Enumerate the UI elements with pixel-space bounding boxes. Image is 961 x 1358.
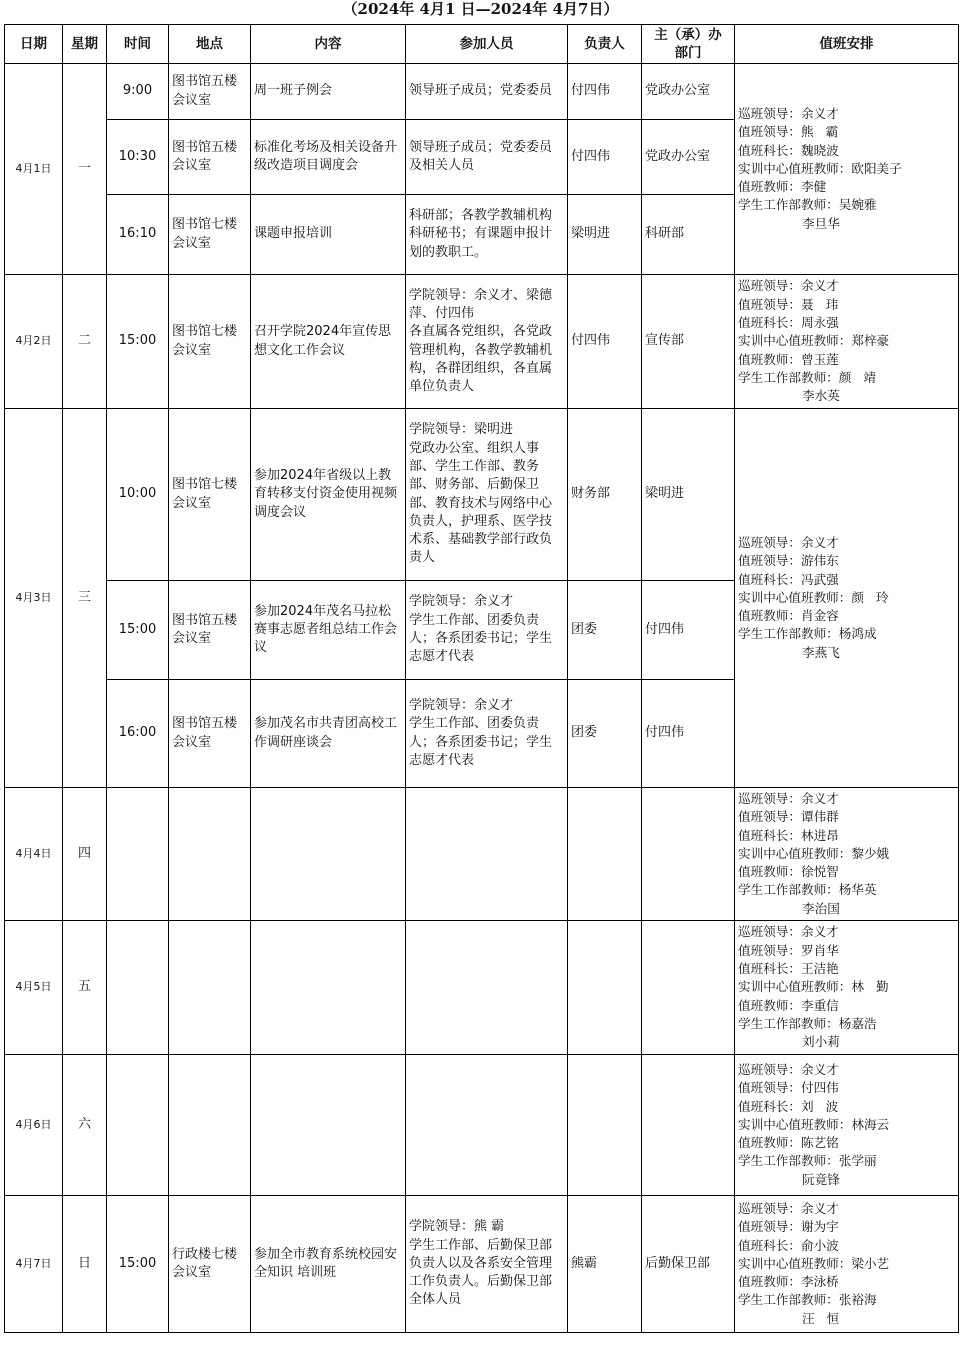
table-row <box>5 1055 959 1196</box>
content-cell: 参加全市教育系统校园安全知识 培训班 <box>251 1196 406 1333</box>
header-content: 内容 <box>251 25 406 64</box>
place-cell: 图书馆五楼会议室 <box>169 64 251 120</box>
leader-cell: 团委 <box>568 581 642 680</box>
participants-cell: 学院领导：梁明进 党政办公室、组织人事部、学生工作部、教务部、财务部、后勤保卫部、教育技术与网络中心负责人，护理系、医学技术系、基础教学部行政负责人 <box>406 409 568 581</box>
header-duty: 值班安排 <box>735 25 959 64</box>
weekday-cell: 日 <box>63 1196 107 1333</box>
content-cell: 参加茂名市共青团高校工作调研座谈会 <box>251 680 406 788</box>
leader-cell: 梁明进 <box>568 195 642 275</box>
date-cell: 4月3日 <box>5 409 63 788</box>
date-cell: 4月1日 <box>5 64 63 275</box>
dept-cell: 党政办公室 <box>642 120 735 195</box>
dept-cell: 宣传部 <box>642 275 735 409</box>
leader-cell <box>568 1055 642 1196</box>
duty-cell: 巡班领导：余义才 值班领导：熊 霸 值班科长：魏晓波 实训中心值班教师：欧阳美子 值班教师：李健 学生工作部教师：吴婉雅 李旦华 <box>735 64 959 275</box>
place-cell <box>169 921 251 1055</box>
table-row <box>5 921 959 1055</box>
time-cell: 10:30 <box>107 120 169 195</box>
place-cell <box>169 1055 251 1196</box>
place-cell: 图书馆七楼会议室 <box>169 275 251 409</box>
leader-cell: 付四伟 <box>568 64 642 120</box>
table-row <box>5 275 959 409</box>
header-row <box>5 25 959 64</box>
content-cell: 周一班子例会 <box>251 64 406 120</box>
table-row <box>5 409 959 581</box>
duty-cell: 巡班领导：余义才 值班领导：聂 玮 值班科长：周永强 实训中心值班教师：郑梓豪 值班教师：曾玉莲 学生工作部教师：颜 靖 李水英 <box>735 275 959 409</box>
dept-cell <box>642 788 735 921</box>
table-row <box>5 64 959 120</box>
header-week: 星期 <box>63 25 107 64</box>
time-cell: 15:00 <box>107 581 169 680</box>
time-cell <box>107 1055 169 1196</box>
place-cell: 图书馆七楼会议室 <box>169 195 251 275</box>
participants-cell: 学院领导：熊 霸 学生工作部、后勤保卫部负责人以及各系安全管理工作负责人。后勤保卫部全体人员 <box>406 1196 568 1333</box>
content-cell: 召开学院2024年宣传思想文化工作会议 <box>251 275 406 409</box>
date-cell: 4月2日 <box>5 275 63 409</box>
weekday-cell: 三 <box>63 409 107 788</box>
table-row <box>5 1196 959 1333</box>
duty-cell: 巡班领导：余义才 值班领导：付四伟 值班科长：刘 波 实训中心值班教师：林海云 值班教师：陈艺铭 学生工作部教师：张学丽 阮竟锋 <box>735 1055 959 1196</box>
time-cell: 16:10 <box>107 195 169 275</box>
place-cell: 图书馆五楼会议室 <box>169 680 251 788</box>
content-cell: 参加2024年茂名马拉松赛事志愿者组总结工作会议 <box>251 581 406 680</box>
time-cell: 16:00 <box>107 680 169 788</box>
time-cell <box>107 788 169 921</box>
time-cell: 15:00 <box>107 275 169 409</box>
time-cell: 9:00 <box>107 64 169 120</box>
duty-cell: 巡班领导：余义才 值班领导：罗肖华 值班科长：王洁艳 实训中心值班教师：林 勤 值班教师：李重信 学生工作部教师：杨嘉浩 刘小莉 <box>735 921 959 1055</box>
dept-cell: 付四伟 <box>642 581 735 680</box>
dept-cell: 党政办公室 <box>642 64 735 120</box>
place-cell <box>169 788 251 921</box>
dept-cell: 付四伟 <box>642 680 735 788</box>
dept-cell: 科研部 <box>642 195 735 275</box>
content-cell <box>251 1055 406 1196</box>
weekday-cell: 一 <box>63 64 107 275</box>
participants-cell: 学院领导：余义才 学生工作部、团委负责人；各系团委书记；学生志愿才代表 <box>406 581 568 680</box>
page-title: （2024年 4月1 日—2024年 4月7日） <box>342 0 619 18</box>
header-leader: 负责人 <box>568 25 642 64</box>
date-cell: 4月5日 <box>5 921 63 1055</box>
duty-cell: 巡班领导：余义才 值班领导：谢为宇 值班科长：俞小波 实训中心值班教师：梁小艺 值班教师：李泳桥 学生工作部教师：张裕海 汪 恒 <box>735 1196 959 1333</box>
leader-cell: 财务部 <box>568 409 642 581</box>
weekday-cell: 四 <box>63 788 107 921</box>
dept-cell <box>642 1055 735 1196</box>
leader-cell <box>568 788 642 921</box>
header-place: 地点 <box>169 25 251 64</box>
time-cell: 15:00 <box>107 1196 169 1333</box>
date-cell: 4月7日 <box>5 1196 63 1333</box>
place-cell: 行政楼七楼会议室 <box>169 1196 251 1333</box>
participants-cell: 科研部；各教学教辅机构科研秘书；有课题申报计划的教职工。 <box>406 195 568 275</box>
participants-cell: 学院领导：余义才、梁德萍、付四伟 各直属各党组织，各党政管理机构，各教学教辅机构，各群团组织，各直属单位负责人 <box>406 275 568 409</box>
weekday-cell: 二 <box>63 275 107 409</box>
place-cell: 图书馆五楼会议室 <box>169 581 251 680</box>
header-dept: 主（承）办 部门 <box>642 25 735 64</box>
participants-cell <box>406 1055 568 1196</box>
content-cell: 参加2024年省级以上教育转移支付资金使用视频调度会议 <box>251 409 406 581</box>
place-cell: 图书馆七楼会议室 <box>169 409 251 581</box>
schedule-table <box>4 24 959 1333</box>
content-cell: 课题申报培训 <box>251 195 406 275</box>
participants-cell <box>406 921 568 1055</box>
content-cell: 标准化考场及相关设备升级改造项目调度会 <box>251 120 406 195</box>
leader-cell: 熊霸 <box>568 1196 642 1333</box>
leader-cell: 团委 <box>568 680 642 788</box>
content-cell <box>251 788 406 921</box>
table-row <box>5 788 959 921</box>
weekday-cell: 六 <box>63 1055 107 1196</box>
participants-cell <box>406 788 568 921</box>
content-cell <box>251 921 406 1055</box>
duty-cell: 巡班领导：余义才 值班领导：游伟东 值班科长：冯武强 实训中心值班教师：颜 玲 值班教师：肖金容 学生工作部教师：杨鸿成 李燕飞 <box>735 409 959 788</box>
weekday-cell: 五 <box>63 921 107 1055</box>
leader-cell: 付四伟 <box>568 275 642 409</box>
participants-cell: 领导班子成员；党委委员及相关人员 <box>406 120 568 195</box>
participants-cell: 学院领导：余义才 学生工作部、团委负责人；各系团委书记；学生志愿才代表 <box>406 680 568 788</box>
leader-cell: 付四伟 <box>568 120 642 195</box>
dept-cell: 梁明进 <box>642 409 735 581</box>
leader-cell <box>568 921 642 1055</box>
date-cell: 4月6日 <box>5 1055 63 1196</box>
header-participants: 参加人员 <box>406 25 568 64</box>
date-cell: 4月4日 <box>5 788 63 921</box>
dept-cell: 后勤保卫部 <box>642 1196 735 1333</box>
header-date: 日期 <box>5 25 63 64</box>
header-time: 时间 <box>107 25 169 64</box>
duty-cell: 巡班领导：余义才 值班领导：谭伟群 值班科长：林进昂 实训中心值班教师：黎少娥 值班教师：徐悦智 学生工作部教师：杨华英 李治国 <box>735 788 959 921</box>
time-cell <box>107 921 169 1055</box>
dept-cell <box>642 921 735 1055</box>
participants-cell: 领导班子成员；党委委员 <box>406 64 568 120</box>
place-cell: 图书馆五楼会议室 <box>169 120 251 195</box>
time-cell: 10:00 <box>107 409 169 581</box>
